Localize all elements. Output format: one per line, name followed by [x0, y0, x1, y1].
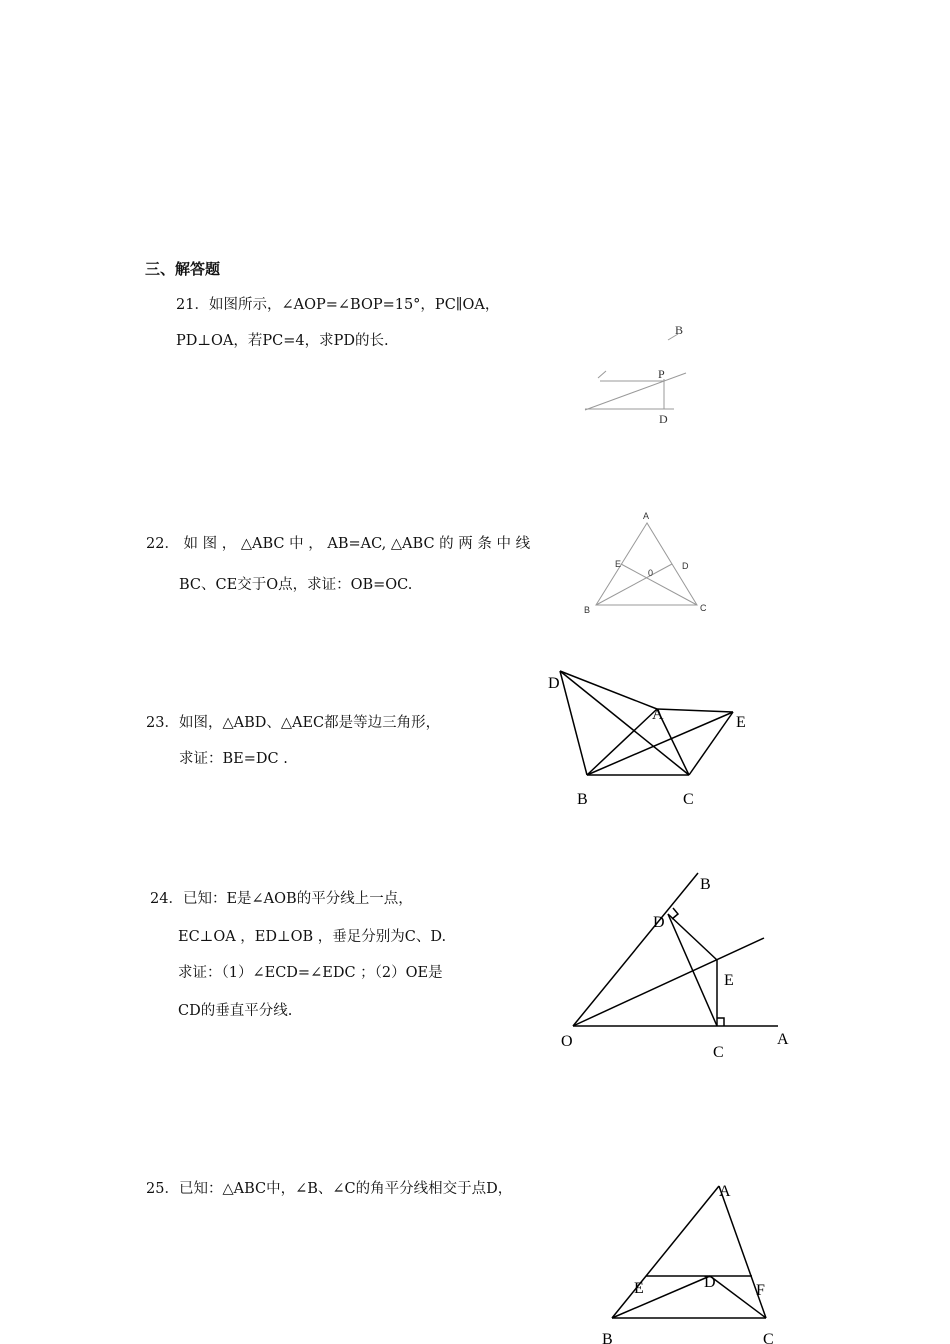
problem-23-line-1: 23．如图，△ABD、△AEC都是等边三角形，: [146, 715, 441, 731]
label-b: B: [584, 605, 591, 615]
label-e: E: [634, 1280, 644, 1297]
problem-24-line-2: EC⊥OA ，ED⊥OB ，垂足分别为C、D.: [178, 929, 447, 945]
label-a: A: [777, 1031, 789, 1048]
label-d: D: [653, 914, 665, 931]
problem-21-line-1: 21．如图所示，∠AOP=∠BOP=15°，PC∥OA，: [176, 297, 500, 313]
label-d: D: [704, 1274, 716, 1291]
problem-22-line-1: 22． 如 图 ， △ABC 中 ， AB=AC, △ABC 的 两 条 中 线: [146, 536, 531, 552]
bisector-bd: [612, 1276, 710, 1318]
label-p: P: [658, 367, 665, 381]
label-e: E: [615, 559, 622, 569]
label-d: D: [682, 561, 689, 571]
label-d: D: [659, 412, 668, 426]
problem-24-line-4: CD的垂直平分线.: [178, 1003, 293, 1019]
problem-24-line-1: 24．已知：E是∠AOB的平分线上一点，: [150, 891, 413, 907]
problem-25-line-1: 25．已知：△ABC中，∠B、∠C的角平分线相交于点D，: [146, 1181, 513, 1197]
label-c: C: [763, 1331, 774, 1344]
problem-21-line-2: PD⊥OA，若PC=4，求PD的长.: [176, 333, 389, 349]
problem-24-line-3: 求证：（1）∠ECD=∠EDC ；（2）OE是: [178, 965, 443, 981]
label-c: C: [713, 1044, 724, 1061]
label-o: O: [561, 1033, 573, 1050]
label-a: A: [643, 511, 650, 521]
label-e: E: [724, 972, 734, 989]
label-f: F: [756, 1282, 765, 1299]
label-b: B: [577, 791, 588, 808]
label-c: C: [700, 603, 707, 613]
label-a: A: [719, 1183, 731, 1200]
problem-22-line-2: BC、CE交于O点，求证：OB=OC.: [179, 577, 413, 593]
problem-23-line-2: 求证：BE=DC .: [179, 751, 288, 767]
section-title: 三、解答题: [145, 260, 221, 278]
segment-ab: [612, 1186, 719, 1318]
label-o: 0: [648, 568, 654, 578]
label-e: E: [736, 714, 746, 731]
label-a: A: [652, 706, 664, 723]
label-b: B: [602, 1331, 613, 1344]
label-b: B: [675, 323, 684, 337]
label-b: B: [700, 876, 711, 893]
label-d: D: [548, 675, 560, 692]
label-c: C: [683, 791, 694, 808]
